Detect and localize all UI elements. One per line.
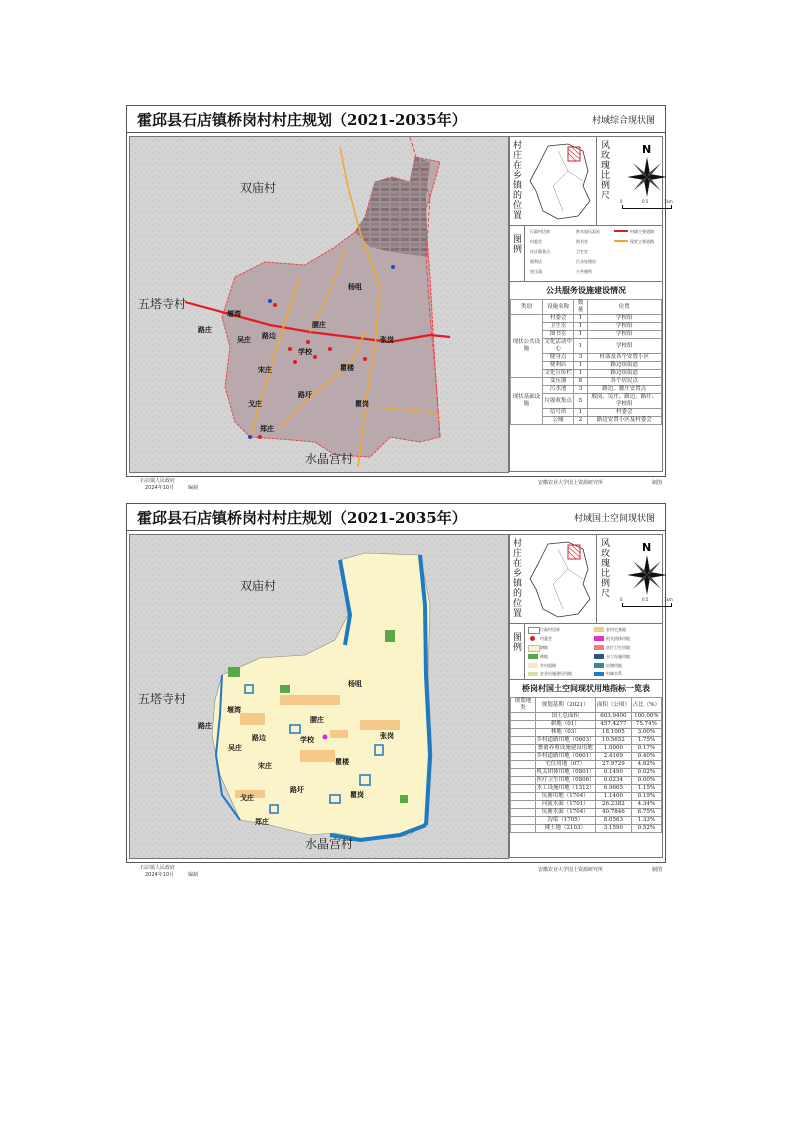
place-label: 吴庄 [237, 336, 251, 344]
footer-tag: 编制 [188, 872, 199, 878]
sheet-subtitle: 村域综合现状图 [591, 116, 655, 126]
table-row [511, 721, 662, 729]
table-cell [511, 753, 536, 761]
table-cell: 3 [574, 354, 587, 362]
legend-swatch [528, 627, 540, 634]
table-title: 公共服务设施建设情况 [546, 285, 626, 295]
table-header: 规划地类 [511, 698, 536, 713]
legend-panel [510, 225, 662, 282]
table-cell: 4.34% [631, 801, 661, 809]
table-cell: 便利店 [542, 362, 574, 370]
footer-org: 石店镇人民政府 [140, 478, 176, 484]
table-row [511, 825, 662, 833]
table-row [511, 737, 662, 745]
table-cell: 0.0234 [595, 777, 631, 785]
table-cell: 路边安置小区及村委会 [587, 417, 661, 425]
township-locator-map [528, 539, 596, 619]
legend-item: 村委会 [530, 239, 542, 244]
legend-swatch [528, 645, 540, 652]
table-cell: 1 [574, 409, 587, 417]
legend-item: 公共厕所 [576, 269, 592, 274]
table-cell: 村委会 [542, 315, 574, 323]
table-cell: 畜禽养殖设施建设用地 [535, 745, 595, 753]
legend-swatch [594, 636, 604, 641]
footer-made: 制图 [652, 480, 663, 486]
place-label: 路边 [262, 332, 276, 340]
legend-item: 坑塘用地 [606, 663, 622, 668]
land-use-map [129, 534, 509, 859]
sheet-title: 霍邱县石店镇桥岗村村庄规划（2021-2035年） [137, 111, 467, 129]
table-cell: 1.0000 [595, 745, 631, 753]
place-label: 戈庄 [248, 400, 262, 408]
table-cell: 图书室 [542, 331, 574, 339]
place-label: 路圩 [290, 786, 304, 794]
north-label: N [642, 541, 652, 554]
table-row [511, 785, 662, 793]
map-drawing [130, 535, 508, 858]
footer-maker: 安徽农业大学国土资源研究所 [538, 480, 604, 486]
legend-swatch [594, 645, 604, 650]
table-cell: 文化活动中心 [542, 339, 574, 354]
legend-swatch [528, 663, 538, 668]
place-label: 郑庄 [260, 425, 274, 433]
place-label: 瞿岗 [350, 791, 364, 799]
sheet-subtitle: 村域国土空间现状图 [573, 514, 655, 524]
table-cell: 1 [574, 370, 587, 378]
table-cell: 村部及各个安置小区 [587, 354, 661, 362]
legend-item: 村域水系 [606, 671, 622, 676]
legend-item: 图书室 [576, 239, 588, 244]
table-cell: 0.00% [631, 777, 661, 785]
table-cell: 2 [574, 417, 587, 425]
table-cell: 卫生室 [542, 323, 574, 331]
main-road-swatch [614, 230, 628, 232]
village-label-north: 双庙村 [240, 579, 277, 593]
table-row [511, 761, 662, 769]
table-cell: 3.00% [631, 729, 661, 737]
table-cell: 18.1005 [595, 729, 631, 737]
footer-maker: 安徽农业大学国土资源研究所 [538, 867, 604, 873]
legend-item: 变压器 [530, 269, 542, 274]
road-swatch [614, 240, 628, 242]
table-cell: 1 [574, 362, 587, 370]
legend-panel [510, 623, 662, 680]
table-row [511, 817, 662, 825]
place-label: 杨咀 [348, 283, 362, 291]
table-cell: 机关团体用地（0801） [536, 769, 595, 775]
table-row [511, 729, 662, 737]
table-cell: 603.9400 [595, 713, 631, 721]
location-panel [510, 137, 673, 226]
place-label: 瞿楼 [335, 758, 349, 766]
table-cell: 林地（03） [535, 729, 595, 737]
table-row [511, 801, 662, 809]
table-cell: 国土总面积 [535, 713, 595, 721]
place-label: 瞿楼 [340, 364, 354, 372]
satellite-map [129, 136, 509, 473]
legend-item: 农村宅基地 [606, 627, 626, 632]
table-cell [511, 729, 536, 737]
table-cell: 沟渠（1705） [535, 817, 595, 825]
table-header: 数量 [574, 300, 587, 315]
table-row [511, 753, 662, 761]
table-cell: 裸土地（2103） [535, 825, 595, 833]
table-cell: 6.9665 [595, 785, 631, 793]
legend-item: 卫生室 [576, 249, 588, 254]
table-title: 桥岗村国土空间现状用地指标一览表 [522, 683, 650, 693]
footer-date: 2024年10月 [145, 872, 175, 878]
legend-item: 村域主要道路 [630, 229, 654, 234]
legend-item: 林地 [540, 654, 548, 659]
legend-item: 机关团体用地 [606, 636, 630, 641]
table-cell: 耕地（01） [535, 721, 595, 729]
legend-item: 农业设施建设用地 [540, 671, 572, 676]
table-cell [511, 825, 536, 833]
table-cell: 医疗卫生用地（0806） [536, 777, 595, 783]
table-cell: 1 [574, 339, 587, 354]
table-cell: 0.1490 [595, 769, 631, 777]
divider [524, 623, 525, 679]
table-cell: 学校组 [587, 331, 661, 339]
table-cell: 27.9729 [595, 761, 631, 769]
table-cell: 1.75% [631, 737, 661, 745]
table-row [511, 713, 662, 721]
table-cell [511, 785, 536, 793]
table-cell: 1 [574, 331, 587, 339]
compass-label: 风玫瑰比例尺 [600, 141, 610, 201]
footer-tag: 编制 [188, 485, 199, 491]
table-cell: 现状公共设施 [511, 315, 543, 378]
village-label-south: 水晶宫村 [305, 837, 354, 851]
table-cell: 村委会 [587, 409, 661, 417]
table-header: 占比（%） [631, 698, 661, 713]
table-cell [511, 809, 536, 817]
location-label: 村庄在乡镇的位置 [512, 539, 522, 619]
table-row [511, 777, 662, 785]
table-cell: 26.2382 [595, 801, 631, 809]
scale-bar [622, 205, 672, 209]
legend-label: 图例 [512, 235, 522, 255]
table-cell: 坑塘用地（1704） [535, 793, 595, 801]
title-bar [127, 504, 665, 531]
scale-tick: 1km [664, 199, 673, 204]
township-locator-map [528, 141, 596, 221]
legend-swatch [530, 636, 535, 641]
place-label: 腰庄 [312, 321, 326, 329]
compass-rose-icon [627, 157, 667, 197]
table-cell: 6.75% [631, 809, 661, 817]
table-cell [511, 801, 536, 809]
table-cell: 4.62% [631, 761, 661, 769]
table-cell: 10.5652 [595, 737, 631, 745]
place-label: 学校 [298, 348, 312, 356]
table-cell: 3 [574, 386, 587, 394]
table-cell: 1.15% [631, 785, 661, 793]
legend-swatch [594, 672, 604, 676]
legend-swatch [594, 627, 604, 632]
place-label: 堰湾 [227, 706, 241, 714]
north-label: N [642, 143, 652, 156]
table-cell [511, 769, 536, 777]
table-cell: 1 [574, 323, 587, 331]
table-cell [511, 817, 536, 825]
legend-item: 社区服务点 [530, 249, 550, 254]
table-row [511, 315, 662, 323]
legend-swatch [594, 663, 604, 668]
table-cell: 瑕岗、吴庄、路边、路圩、学校组 [587, 394, 661, 409]
village-committee-marker [323, 735, 328, 740]
location-label: 村庄在乡镇的位置 [512, 141, 522, 221]
table-cell: 路边、腰庄安置点 [587, 386, 661, 394]
table-cell: 各个居民点 [587, 378, 661, 386]
map-drawing [130, 137, 508, 472]
table-row [511, 745, 662, 753]
village-label-west: 五塔寺村 [138, 297, 187, 311]
land-use-table [510, 697, 662, 833]
place-label: 郑庄 [255, 818, 269, 826]
table-cell: 5 [574, 394, 587, 409]
table-cell [511, 793, 536, 801]
table-cell: 乡村道路用地（0603） [536, 737, 595, 743]
legend-item: 行政村边界 [530, 229, 550, 234]
table-cell [511, 737, 536, 745]
table-cell: 污水池 [542, 386, 574, 394]
table-cell: 457.4277 [595, 721, 631, 729]
legend-item: 行政村边界 [540, 627, 560, 632]
compass-label: 风玫瑰比例尺 [600, 539, 610, 599]
place-label: 学校 [300, 736, 314, 744]
legend-item: 供水加压泵站 [576, 229, 600, 234]
table-cell: 文化宣传栏 [542, 370, 574, 378]
place-label: 腰庄 [310, 716, 324, 724]
table-body [511, 713, 662, 833]
table-row [511, 769, 662, 777]
side-panel [509, 534, 673, 858]
compass-rose-icon [627, 555, 667, 595]
place-label: 吴庄 [228, 744, 242, 752]
scale-tick: 1km [664, 597, 673, 602]
table-header: 位置 [587, 300, 661, 315]
map-sheet-2 [126, 503, 673, 863]
table-cell: 乡村道路用地（0601） [536, 753, 595, 759]
table-cell: 1 [574, 315, 587, 323]
place-label: 张岗 [380, 732, 394, 740]
legend-item: 村委会 [540, 636, 552, 641]
table-cell: 0.40% [631, 753, 661, 761]
legend-item: 耕地 [540, 645, 548, 650]
scale-tick: 0 [620, 199, 623, 204]
scale-bar [622, 603, 672, 607]
legend-item: 水工设施用地 [606, 654, 630, 659]
table-cell [511, 777, 536, 785]
place-label: 堰湾 [227, 310, 241, 318]
table-cell: 0.52% [631, 825, 661, 833]
legend-item: 现状主要道路 [630, 239, 654, 244]
place-label: 杨咀 [348, 680, 362, 688]
table-cell [511, 745, 536, 753]
place-label: 宋庄 [258, 366, 272, 374]
scale-tick: 0 [620, 597, 623, 602]
table-cell: 0.02% [631, 769, 661, 777]
divider [596, 535, 597, 623]
scale-tick: 0.5 [642, 597, 649, 602]
location-panel [510, 535, 673, 624]
table-cell: 3.1590 [595, 825, 631, 833]
table-cell: 公厕 [542, 417, 574, 425]
table-cell: 垃圾收集点 [542, 394, 574, 409]
footer-org: 石店镇人民政府 [140, 865, 176, 871]
table-cell: 40.7846 [595, 809, 631, 817]
legend-swatch [594, 654, 604, 659]
title-bar [127, 106, 665, 133]
table-cell: 0.17% [631, 745, 661, 753]
place-label: 张岗 [380, 336, 394, 344]
legend-item: 乡村道路 [540, 663, 556, 668]
table-row [511, 378, 662, 386]
place-label: 路边 [252, 734, 266, 742]
table-cell: 75.74% [631, 721, 661, 729]
scale-tick: 0.5 [642, 199, 649, 204]
legend-item: 污水处理站 [576, 259, 596, 264]
place-label: 路庄 [198, 722, 212, 730]
legend-item: 便利店 [530, 259, 542, 264]
table-cell: 学校组 [587, 315, 661, 323]
table-cell: 路边组街道 [587, 370, 661, 378]
table-cell: 坑塘水面（1704） [535, 809, 595, 817]
table-cell: 0.19% [631, 793, 661, 801]
table-cell: 学校组 [587, 323, 661, 331]
sheet-title: 霍邱县石店镇桥岗村村庄规划（2021-2035年） [137, 509, 467, 527]
table-header: 面积（公顷） [595, 698, 631, 713]
side-panel [509, 136, 673, 472]
table-cell: 1.33% [631, 817, 661, 825]
table-row [511, 809, 662, 817]
table-cell: 宅住用地（07） [535, 761, 595, 769]
table-cell [511, 761, 536, 769]
table-cell: 8.0563 [595, 817, 631, 825]
table-cell: 学校组 [587, 339, 661, 354]
table-cell: 河流水面（1701） [535, 801, 595, 809]
facility-table [510, 299, 662, 425]
place-label: 宋庄 [258, 762, 272, 770]
table-header: 设施名称 [542, 300, 574, 315]
table-row [511, 793, 662, 801]
divider [524, 225, 525, 281]
footer-date: 2024年10月 [145, 485, 175, 491]
footer-made: 制图 [652, 867, 663, 873]
table-cell: 水工设施用地（1312） [536, 785, 595, 791]
table-cell: 100.00% [631, 713, 661, 721]
table-cell: 现状基础设施 [511, 378, 543, 425]
place-label: 戈庄 [240, 794, 254, 802]
table-header: 规划基期（2021） [535, 698, 595, 713]
table-cell: 2.4169 [595, 753, 631, 761]
table-cell: 8 [574, 378, 587, 386]
table-cell: 1.1400 [595, 793, 631, 801]
legend-swatch [528, 654, 538, 659]
place-label: 路圩 [298, 391, 312, 399]
place-label: 瞿岗 [355, 400, 369, 408]
legend-item: 医疗卫生用地 [606, 645, 630, 650]
legend-swatch [528, 672, 538, 676]
village-label-west: 五塔寺村 [138, 692, 187, 706]
village-label-north: 双庙村 [240, 181, 277, 195]
table-cell: 健身点 [542, 354, 574, 362]
map-sheet-1 [126, 105, 673, 477]
divider [596, 137, 597, 225]
table-cell: 信号塔 [542, 409, 574, 417]
table-header: 类别 [511, 300, 543, 315]
village-label-south: 水晶宫村 [305, 452, 354, 466]
place-label: 路庄 [198, 326, 212, 334]
table-cell [511, 721, 536, 729]
table-cell [511, 713, 536, 721]
table-cell: 变压器 [542, 378, 574, 386]
legend-label: 图例 [512, 633, 522, 653]
table-cell: 路边组街道 [587, 362, 661, 370]
